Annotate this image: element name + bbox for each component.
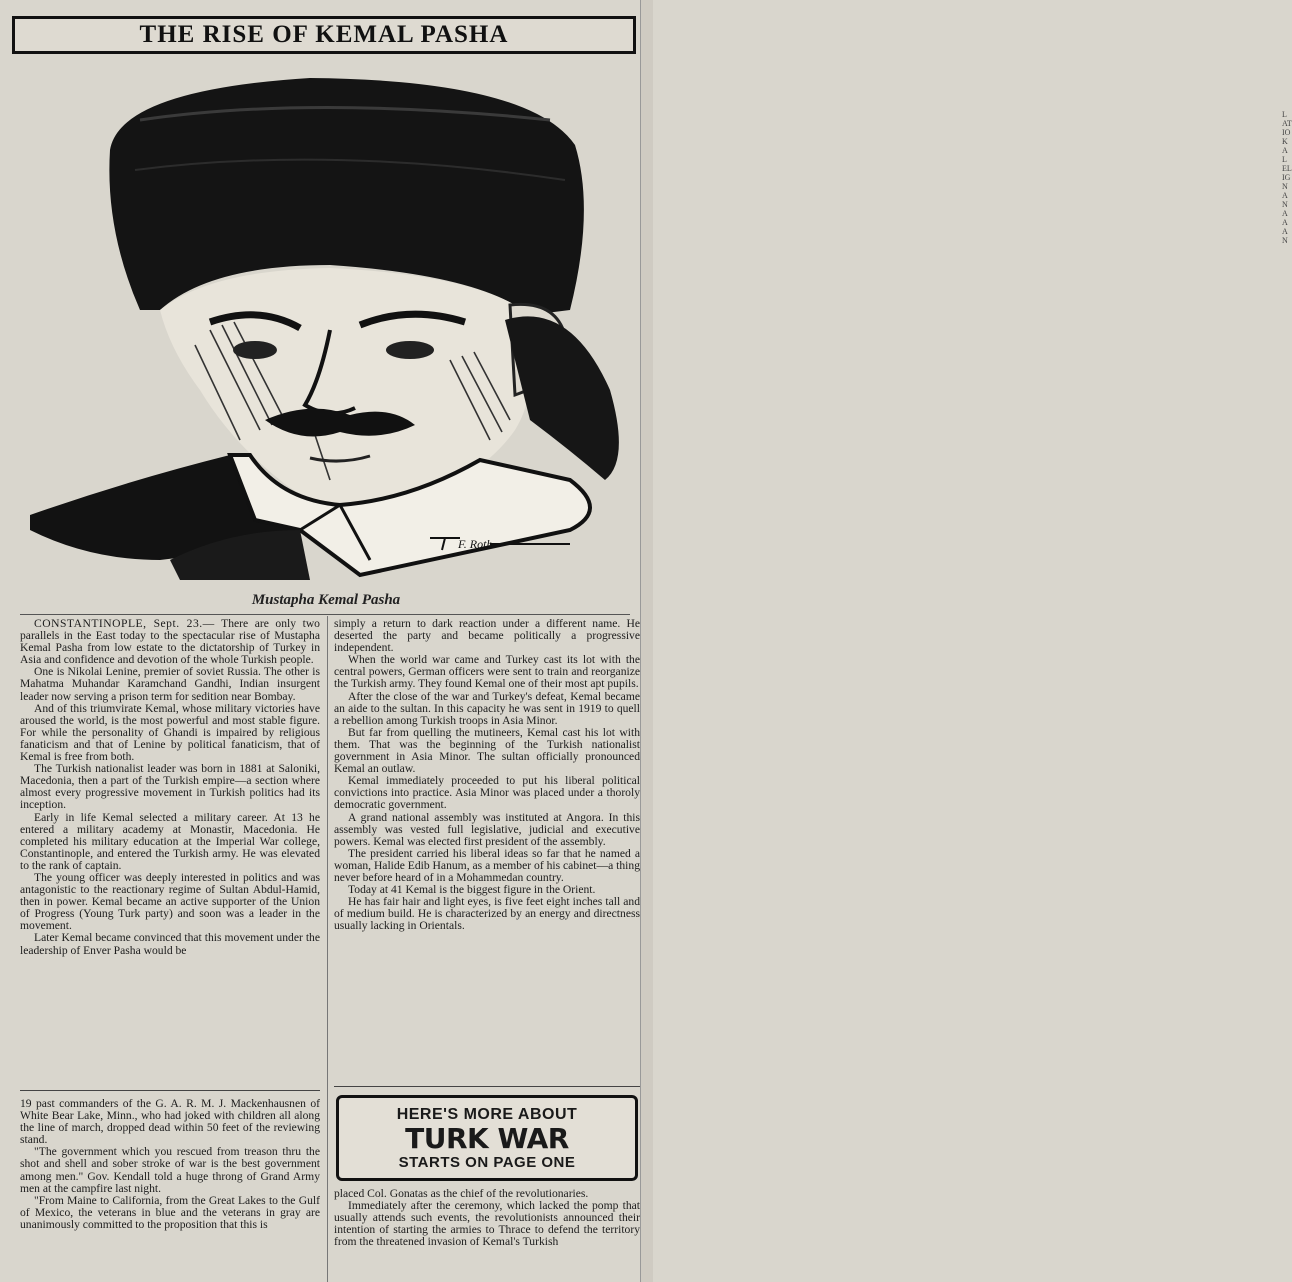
paragraph: The young officer was deeply interested in politics and was antagonistic to the reactionary regime of Sultan Abdul-Hamid, then in power. Kemal became an active supporter of the Union of Progress (Young Turk party) and soon was a leader in the movement. <box>20 870 320 933</box>
paragraph: And of this triumvirate Kemal, whose military victories have aroused the world, is the most powerful and most stable figure. For while the personality of Ghandi is impaired by religious fanaticism and that of Lenine by political fanaticism, that of Kemal is free from both. <box>20 701 320 764</box>
article-left-column <box>20 618 320 957</box>
paragraph: Later Kemal became convinced that this movement under the leadership of Enver Pasha would be <box>20 931 320 957</box>
portrait-illustration <box>10 60 638 590</box>
paragraph: The Turkish nationalist leader was born in 1881 at Saloniki, Macedonia, then a part of the Turkish empire—a section where almost every progressive movement in Turkish politics had its inception. <box>20 762 320 812</box>
paragraph: After the close of the war and Turkey's defeat, Kemal became an aide to the sultan. In this capacity he was sent in 1919 to quell a rebellion among Turkish troops in Asia Minor. <box>334 689 640 727</box>
caption-rule <box>20 614 630 615</box>
paragraph: simply a return to dark reaction under a different name. He deserted the party and became politically a progressive independent. <box>334 617 640 655</box>
turk-war-promo-box[interactable] <box>336 1095 638 1181</box>
headline: THE RISE OF KEMAL PASHA <box>139 21 509 48</box>
paragraph: There are only two parallels in the East today to the spectacular rise of Mustapha Kemal Pasha from low estate to the dictatorship of Turkey in Asia and confidence and devotion of the whole Turkish people. <box>20 617 320 667</box>
gar-article-column <box>20 1098 320 1231</box>
article-end-rule-right <box>334 1086 640 1087</box>
paragraph: "The government which you rescued from treason thru the shot and shell and sober stroke of war is the best government among men." Gov. Kendall told a huge throng of Grand Army men at the campfire last night. <box>20 1145 320 1195</box>
paragraph: One is Nikolai Lenine, premier of soviet Russia. The other is Mahatma Muhandar Karamchand Gandhi, Indian insurgent leader now serving a prison term for sedition near Bombay. <box>20 665 320 703</box>
paragraph: "From Maine to California, from the Great Lakes to the Gulf of Mexico, the veterans in blue and the veterans in gray are unanimously committed to the proposition that this is <box>20 1193 320 1231</box>
article-right-column <box>334 618 640 932</box>
portrait-caption: Mustapha Kemal Pasha <box>251 592 401 608</box>
promo-line-2: TURK WAR <box>405 1122 569 1155</box>
article-end-rule <box>20 1090 320 1091</box>
paragraph: But far from quelling the mutineers, Kemal cast his lot with them. That was the beginning of the Turkish nationalist government in Asia Minor. The sultan officially pronounced Kemal an outlaw. <box>334 725 640 776</box>
paragraph: A grand national assembly was instituted at Angora. In this assembly was vested full legislative, judicial and executive powers. Kemal was elected first president of the assembly. <box>334 810 640 848</box>
promo-line-3: STARTS ON PAGE ONE <box>398 1154 576 1171</box>
paragraph: 19 past commanders of the G. A. R. M. J. Mackenhausnen of White Bear Lake, Minn., who had joked with children all along the line of march, dropped dead within 50 feet of the reviewing stand. <box>20 1097 320 1147</box>
adjacent-column-text: LATIOKAL ELIGNANAAAN <box>1282 110 1292 245</box>
headline-box <box>12 16 636 54</box>
adjacent-column-edge <box>640 0 1292 1282</box>
dateline: CONSTANTINOPLE, Sept. 23.— <box>34 617 215 630</box>
artist-signature: F. Roth <box>458 537 493 551</box>
greek-article-column <box>334 1188 640 1248</box>
paragraph: When the world war came and Turkey cast its lot with the central powers, German officers were sent to train and reorganize the Turkish army. They found Kemal one of their most apt pupils. <box>334 653 640 691</box>
column-divider <box>327 616 328 1282</box>
paragraph: Early in life Kemal selected a military career. At 13 he entered a military academy at Monastir, Macedonia. He completed his military education at the Imperial War college, Constantinople, and entered the Turkish army. He was elevated to the rank of captain. <box>20 810 320 872</box>
paragraph: Immediately after the ceremony, which lacked the pomp that usually attends such events, the revolutionists announced their intention of starting the armies to Thrace to defend the territory from the threatened invasion of Kemal's Turkish <box>334 1199 640 1249</box>
paragraph: Today at 41 Kemal is the biggest figure in the Orient. <box>348 883 596 897</box>
paragraph: The president carried his liberal ideas so far that he named a woman, Halide Edib Hanum, as a member of his cabinet—a thing never before heard of in a Mohammedan country. <box>334 846 640 884</box>
paragraph: He has fair hair and light eyes, is five feet eight inches tall and of medium build. He is characterized by an energy and directness usually lacking in Orientals. <box>334 895 640 933</box>
paragraph: Kemal immediately proceeded to put his liberal political convictions into practice. Asia Minor was placed under a thoroly democratic government. <box>334 774 640 812</box>
paragraph: placed Col. Gonatas as the chief of the revolutionaries. <box>334 1187 589 1200</box>
promo-line-1: HERE'S MORE ABOUT <box>396 1106 578 1123</box>
